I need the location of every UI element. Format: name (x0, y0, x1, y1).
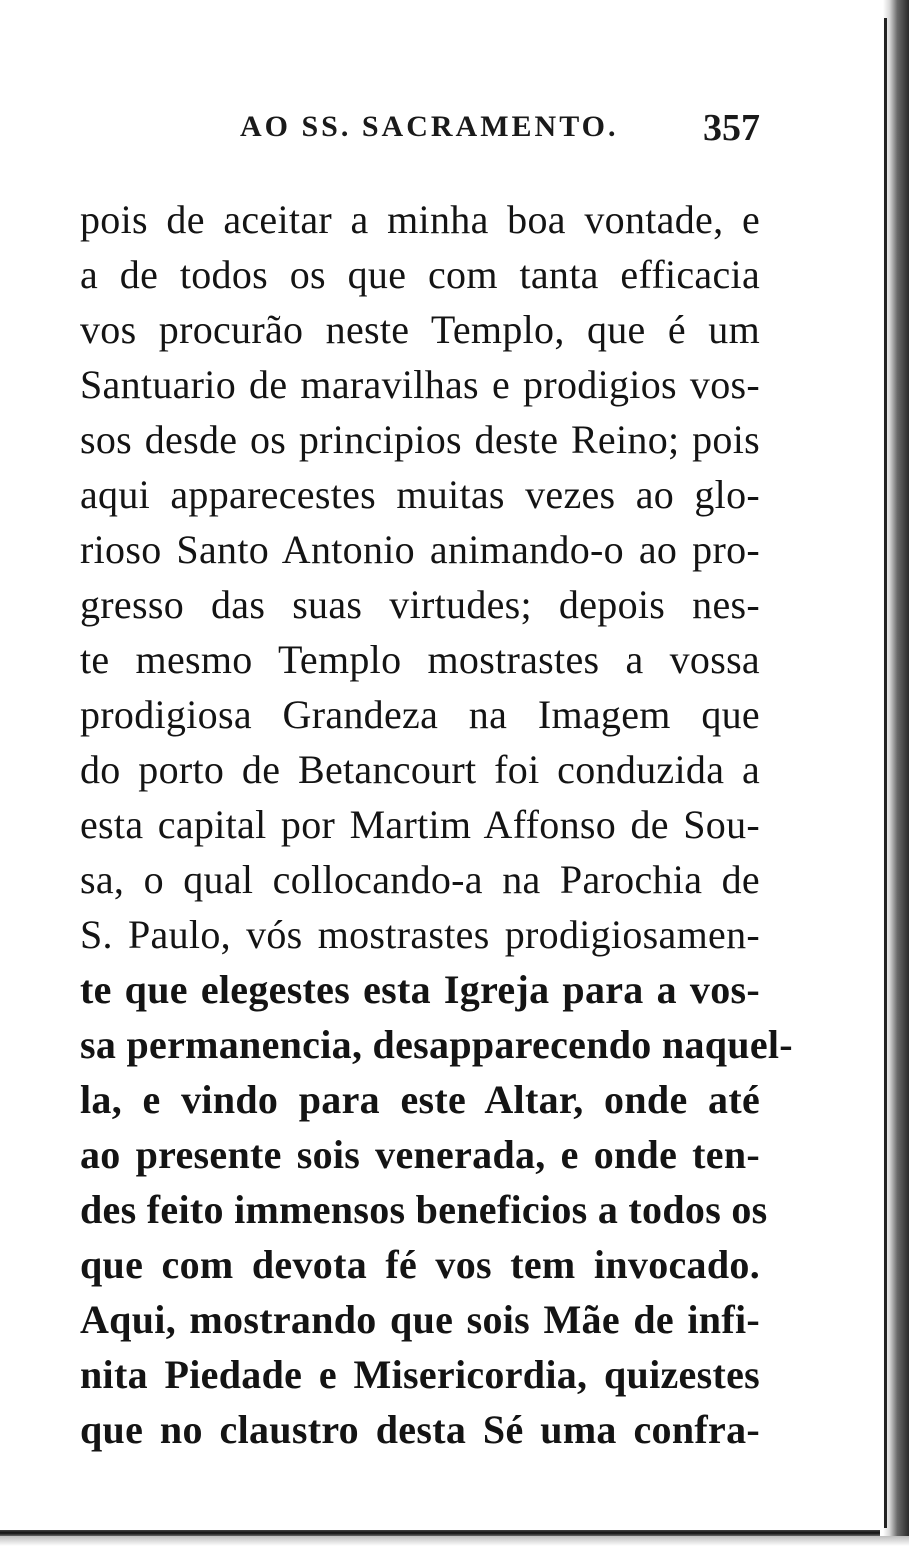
body-text (80, 192, 793, 1452)
text-line: sa permanencia, desapparecendo naquel- (80, 1022, 793, 1067)
text-line: rioso Santo Antonio animando-o ao pro- (80, 527, 760, 572)
text-line: te mesmo Templo mostrastes a vossa (80, 637, 760, 682)
text-line: prodigiosa Grandeza na Imagem que (80, 692, 760, 737)
text-line: Aqui, mostrando que sois Mãe de infi- (80, 1297, 760, 1342)
body-text-bold (80, 962, 793, 1457)
text-line: vos procurão neste Templo, que é um (80, 307, 760, 352)
text-line: sos desde os principios deste Reino; pois (80, 417, 760, 462)
text-line: do porto de Betancourt foi conduzida a (80, 747, 760, 792)
running-title: AO SS. SACRAMENTO. (240, 110, 619, 143)
text-line: Santuario de maravilhas e prodigios vos- (80, 362, 760, 407)
text-line: que no claustro desta Sé uma confra- (80, 1407, 760, 1452)
text-line: sa, o qual collocando-a na Parochia de (80, 857, 760, 902)
text-line: nita Piedade e Misericordia, quizestes (80, 1352, 760, 1397)
page-edge-line (884, 18, 887, 1528)
text-line: ao presente sois venerada, e onde ten- (80, 1132, 760, 1177)
text-line: S. Paulo, vós mostrastes prodigiosamen- (80, 912, 760, 957)
text-line: te que elegestes esta Igreja para a vos- (80, 967, 760, 1012)
page-bottom-shadow (0, 1536, 909, 1546)
text-line: esta capital por Martim Affonso de Sou- (80, 802, 760, 847)
text-line: a de todos os que com tanta efficacia (80, 252, 760, 297)
text-line: la, e vindo para este Altar, onde até (80, 1077, 760, 1122)
running-head (240, 107, 760, 160)
text-line: des feito immensos beneficios a todos os (80, 1187, 768, 1232)
text-line: aqui apparecestes muitas vezes ao glo- (80, 472, 760, 517)
text-line: que com devota fé vos tem invocado. (80, 1242, 760, 1287)
body-text-regular (80, 192, 760, 962)
text-line: pois de aceitar a minha boa vontade, e (80, 197, 760, 242)
page-number: 357 (703, 107, 760, 149)
text-line: gresso das suas virtudes; depois nes- (80, 582, 760, 627)
